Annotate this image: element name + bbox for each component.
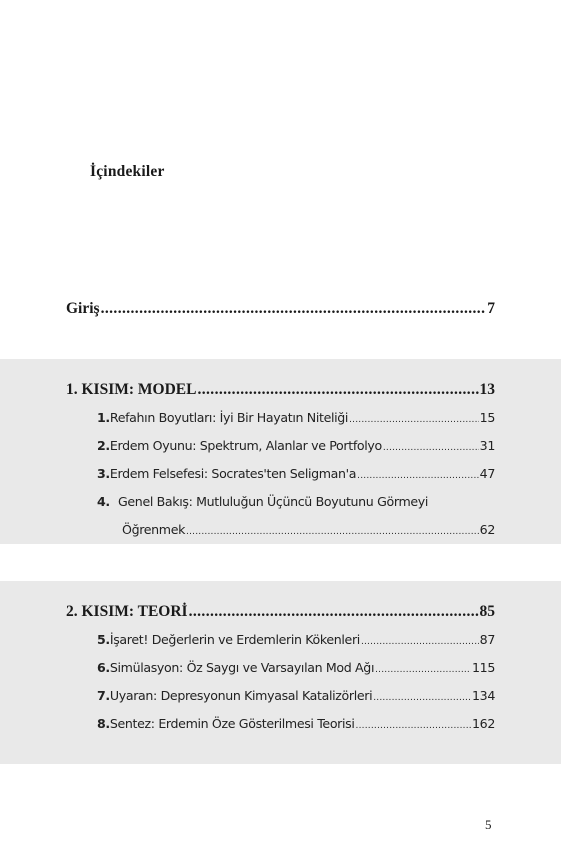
toc-entry-chapter-1 [97, 410, 495, 425]
toc-entry-chapter-4 [97, 494, 428, 509]
toc-entry-part2 [66, 603, 495, 621]
chapter-number: 4. [97, 494, 110, 509]
toc-entry-part1 [66, 381, 495, 399]
dot-leader [101, 300, 487, 318]
dot-leader [375, 665, 471, 675]
chapter-title: Simülasyon: Öz Saygı ve Varsayılan Mod Ağı [109, 660, 375, 675]
entry-page: 162 [472, 716, 495, 731]
chapter-title: İşaret! Değerlerin ve Erdemlerin Kökenleri [109, 632, 360, 647]
dot-leader [349, 415, 479, 425]
dot-leader [383, 443, 479, 453]
entry-page: 13 [479, 381, 495, 398]
entry-page: 62 [479, 522, 495, 537]
toc-entry-chapter-2 [97, 438, 495, 453]
chapter-title: Erdem Oyunu: Spektrum, Alanlar ve Portfolyo [109, 438, 382, 453]
entry-label: Giriş [66, 300, 100, 317]
entry-label: 2. KISIM: TEORİ [66, 603, 188, 620]
toc-entry-chapter-3 [97, 466, 495, 481]
chapter-title: Uyaran: Depresyonun Kimyasal Katalizörleri [109, 688, 373, 703]
chapter-title: Genel Bakış: Mutluluğun Üçüncü Boyutunu Görmeyi [118, 494, 429, 509]
chapter-number: 2. [97, 438, 110, 453]
dot-leader [197, 381, 478, 399]
entry-page: 7 [487, 300, 495, 317]
chapter-title: Sentez: Erdemin Öze Gösterilmesi Teorisi [109, 716, 355, 731]
entry-page: 115 [472, 660, 495, 675]
entry-page: 85 [479, 603, 495, 620]
entry-page: 31 [479, 438, 495, 453]
dot-leader [357, 471, 479, 481]
chapter-number: 5. [97, 632, 110, 647]
dot-leader [373, 693, 471, 703]
chapter-number: 8. [97, 716, 110, 731]
dot-leader [186, 527, 479, 537]
toc-entry-intro [66, 300, 495, 318]
toc-heading: İçindekiler [90, 163, 165, 180]
chapter-number: 1. [97, 410, 110, 425]
page-number: 5 [485, 817, 492, 832]
dot-leader [189, 603, 479, 621]
chapter-number: 7. [97, 688, 110, 703]
entry-label: 1. KISIM: MODEL [66, 381, 197, 398]
dot-leader [356, 721, 471, 731]
chapter-title: Erdem Felsefesi: Socrates'ten Seligman'a [109, 466, 357, 481]
chapter-title-continued: Öğrenmek [122, 522, 186, 537]
entry-page: 134 [472, 688, 495, 703]
chapter-number: 6. [97, 660, 110, 675]
entry-page: 47 [479, 466, 495, 481]
toc-entry-chapter-7 [97, 688, 495, 703]
chapter-title: Refahın Boyutları: İyi Bir Hayatın Niteliği [109, 410, 349, 425]
entry-page: 87 [479, 632, 495, 647]
entry-page: 15 [479, 410, 495, 425]
toc-entry-chapter-6 [97, 660, 495, 675]
chapter-number: 3. [97, 466, 110, 481]
dot-leader [361, 637, 479, 647]
toc-entry-chapter-5 [97, 632, 495, 647]
toc-entry-chapter-8 [97, 716, 495, 731]
toc-entry-chapter-4-continued [122, 522, 495, 537]
